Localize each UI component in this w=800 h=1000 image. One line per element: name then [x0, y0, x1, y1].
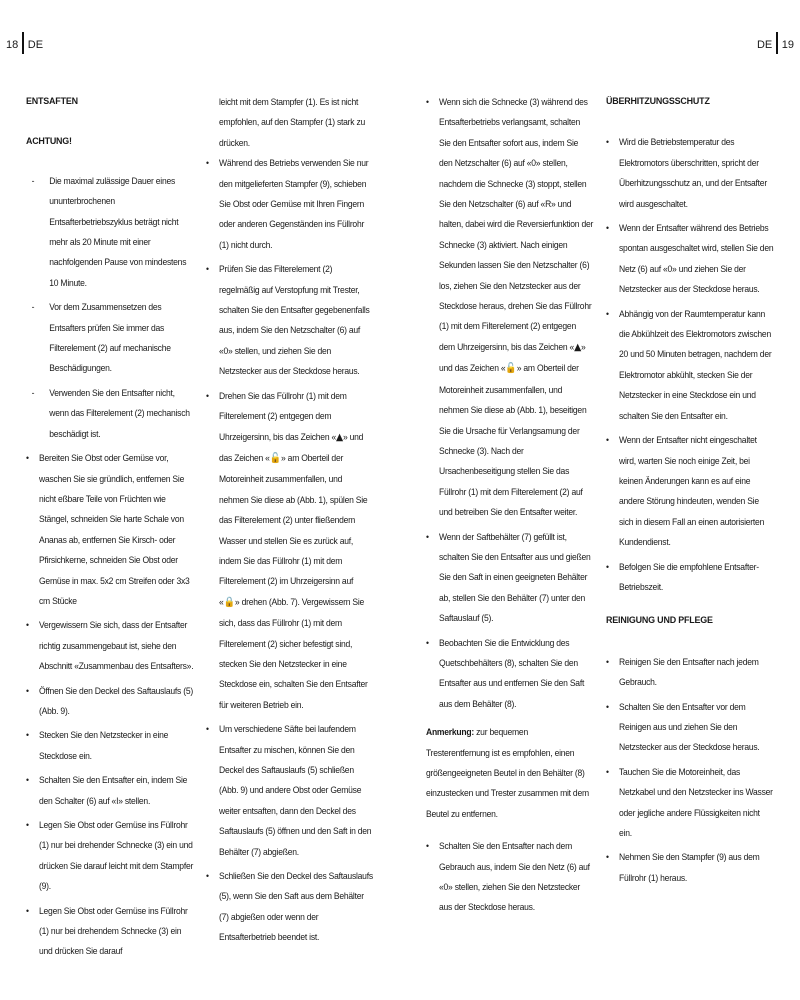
list-item: • Reinigen Sie den Entsafter nach jedem Gebrauch.	[606, 656, 759, 688]
column-3	[426, 92, 593, 922]
list-item: • Stecken Sie den Netzstecker in eine Steckdose ein.	[26, 730, 169, 761]
list-item: • Wenn der Entsafter nicht eingeschaltet wird, warten Sie noch einige Zeit, bei keinen Änderungen kann es auf eine andere Störung hindeuten, wenden Sie sich in diesem Fall an einen autorisierten Kundendienst.	[606, 435, 765, 548]
list-item: • Wenn der Saftbehälter (7) gefüllt ist, schalten Sie den Entsafter aus und gießen Sie den Saft in einen geeigneten Behälter ab, stellen Sie den Behälter (7) unter den Saftauslauf (5).	[426, 531, 591, 624]
list-item: • Prüfen Sie das Filterelement (2) regelmäßig auf Verstopfung mit Trester, schalten Sie den Entsafter gegebenenfalls aus, indem Sie den Netzschalter (6) auf «0» stellen, und ziehen Sie den Netzstecker aus der Steckdose heraus.	[206, 264, 370, 377]
list-item: • Schalten Sie den Entsafter vor dem Reinigen aus und ziehen Sie den Netzstecker aus der Steckdose heraus.	[606, 701, 760, 753]
instruction-list	[26, 448, 193, 962]
warning-item: - Vor dem Zusammensetzen des Entsafters prüfen Sie immer das Filterelement (2) auf mechanische Beschädigungen.	[31, 302, 171, 374]
lock-icon: 🔒	[223, 596, 235, 608]
list-item: • Befolgen Sie die empfohlene Entsafter-Betriebszeit.	[606, 561, 759, 592]
section-heading-overheat: ÜBERHITZUNGSSCHUTZ	[606, 96, 710, 107]
note-label: Anmerkung:	[426, 727, 474, 738]
warning-item: - Verwenden Sie den Entsafter nicht, wenn das Filterelement (2) mechanisch beschädigt ist.	[31, 387, 190, 439]
instruction-list	[426, 92, 593, 714]
list-item: • Schalten Sie den Entsafter ein, indem Sie den Schalter (6) auf «I» stellen.	[26, 775, 188, 806]
column-4	[606, 92, 773, 892]
list-item: • Vergewissern Sie sich, dass der Entsafter richtig zusammengebaut ist, siehe den Abschnitt «Zusammenbau des Entsafters».	[26, 620, 194, 672]
list-item: • Während des Betriebs verwenden Sie nur den mitgelieferten Stampfer (9), schieben Sie Obst oder Gemüse mit Ihren Fingern oder anderen Gegenständen ins Füllrohr (1) nicht durch.	[206, 158, 369, 250]
overheat-list	[606, 132, 773, 597]
list-item: • Drehen Sie das Füllrohr (1) mit dem Filterelement (2) entgegen dem Uhrzeigersinn, bis das Zeichen «▲» und das Zeichen «🔓» am Oberteil der Motoreinheit zusammenfallen, und nehmen Sie diese ab (Abb. 1), spülen Sie das Filterelement (2) unter fließendem Wasser und stellen Sie es zurück auf, indem Sie das Füllrohr (1) mit dem Filterelement (2) im Uhrzeigersinn auf «🔒» drehen (Abb. 7). Vergewissern Sie sich, dass das Füllrohr (1) mit dem Filterelement (2) sicher befestigt sind, stecken Sie den Netzstecker in eine Steckdose ein, schalten Sie den Entsafter für weiteren Betrieb ein.	[206, 390, 368, 710]
column-2	[206, 92, 373, 952]
list-item: • Wenn sich die Schnecke (3) während des Entsafterbetriebs verlangsamt, schalten Sie den Entsafter sofort aus, indem Sie den Netzschalter (6) auf «0» stellen, nachdem die Schnecke (3) stoppt, stellen Sie den Netzschalter (6) auf «R» und halten, dabei wird die Reversierfunktion der Schnecke (3) aktiviert. Nach einigen Sekunden lassen Sie den Netzschalter (6) los, ziehen Sie den Netzstecker aus der Steckdose heraus, drehen Sie das Füllrohr (1) mit dem Filterelement (2) entgegen dem Uhrzeigersinn, bis das Zeichen «▲» und das Zeichen «🔓» am Oberteil der Motoreinheit zusammenfallen, und nehmen Sie diese ab (Abb. 1), beseitigen Sie die Ursache für Verlangsamung der Schnecke (3). Nach der Ursachenbeseitigung stellen Sie das Füllrohr (1) mit dem Filterelement (2) auf und betreiben Sie den Entsafter weiter.	[426, 97, 594, 518]
arrow-marker-icon: ▲	[574, 341, 582, 353]
page-number: 19	[781, 38, 794, 51]
cleaning-list	[606, 652, 773, 888]
warning-item: - Die maximal zulässige Dauer eines ununterbrochenen Entsafterbetriebszyklus beträgt nicht mehr als 20 Minute mit einer nachfolgenden Pause von mindestens 10 Minute.	[31, 175, 187, 288]
continued-text: leicht mit dem Stampfer (1). Es ist nicht empfohlen, auf den Stampfer (1) stark zu drücken.	[219, 97, 366, 148]
list-item: • Legen Sie Obst oder Gemüse ins Füllrohr (1) nur bei drehendem Schnecke (3) ein und drücken Sie darauf	[26, 905, 188, 957]
instruction-list	[206, 153, 373, 947]
list-item: • Wenn der Entsafter während des Betriebs spontan ausgeschaltet wird, stellen Sie den Netz (6) auf «0» und ziehen Sie der Netzstecker aus der Steckdose heraus.	[606, 223, 774, 295]
warning-list	[26, 171, 193, 444]
section-heading-juicing: ENTSAFTEN	[26, 96, 78, 107]
list-item: • Legen Sie Obst oder Gemüse ins Füllrohr (1) nur bei drehender Schnecke (3) ein und drücken Sie darauf leicht mit dem Stampfer (9).	[26, 820, 194, 892]
list-item: • Tauchen Sie die Motoreinheit, das Netzkabel und den Netzstecker ins Wasser oder jegliche andere Flüssigkeiten nicht ein.	[606, 766, 773, 838]
language-label: DE	[756, 38, 773, 51]
list-item: • Öffnen Sie den Deckel des Saftauslaufs (5) (Abb. 9).	[26, 685, 193, 716]
list-item: • Beobachten Sie die Entwicklung des Quetschbehälters (8), schalten Sie den Entsafter aus und entfernen Sie den Saft aus dem Behälter (8).	[426, 637, 585, 709]
note-paragraph: Anmerkung: zur bequemen Tresterentfernung ist es empfohlen, einen größengeeigneten Beutel in den Behälter (8) einzustecken und Trester zusammen mit dem Beutel zu entfernen.	[426, 727, 589, 819]
instruction-list	[426, 836, 593, 918]
language-label: DE	[27, 38, 44, 51]
arrow-marker-icon: ▲	[336, 431, 343, 443]
page-number: 18	[6, 38, 19, 51]
column-1	[26, 92, 193, 966]
unlock-icon: 🔓	[269, 452, 282, 464]
list-item: • Wird die Betriebstemperatur des Elektromotors überschritten, spricht der Überhitzungsschutz an, und der Entsafter wird ausgeschaltet.	[606, 137, 767, 209]
list-item: • Nehmen Sie den Stampfer (9) aus dem Füllrohr (1) heraus.	[606, 852, 760, 883]
list-item: • Schließen Sie den Deckel des Saftauslaufs (5), wenn Sie den Saft aus dem Behälter (7) abgießen oder wenn der Entsafterbetrieb beendet ist.	[206, 871, 373, 943]
list-item: • Um verschiedene Säfte bei laufendem Entsafter zu mischen, können Sie den Deckel des Saftauslaufs (5) schließen (Abb. 9) und andere Obst oder Gemüse weiter entsaften, dann den Deckel des Saftauslaufs (5) öffnen und den Saft in den Behälter (7) abgießen.	[206, 724, 372, 857]
section-heading-cleaning: REINIGUNG UND PFLEGE	[606, 615, 713, 627]
warning-heading: ACHTUNG!	[26, 136, 72, 148]
list-item: • Bereiten Sie Obst oder Gemüse vor, waschen Sie sie gründlich, entfernen Sie nicht eßbare Teile von Früchten wie Stängel, schneiden Sie harte Schale von Ananas ab, entfernen Sie Kirsch- oder Pfirsichkerne, schneiden Sie Obst oder Gemüse in max. 5x2 cm Streifen oder 3x3 cm Stücke	[26, 453, 190, 606]
page-number-left	[6, 36, 43, 54]
unlock-icon: 🔓	[505, 363, 517, 375]
list-item: • Abhängig von der Raumtemperatur kann die Abkühlzeit des Elektromotors zwischen 20 und 50 Minuten betragen, nachdem der Elektromotor abkühlt, stecken Sie der Netzstecker in eine Steckdose ein und schalten Sie den Entsafter ein.	[606, 308, 772, 421]
page-number-right	[757, 36, 794, 54]
list-item: • Schalten Sie den Entsafter nach dem Gebrauch aus, indem Sie den Netz (6) auf «0» stellen, ziehen Sie den Netzstecker aus der Steckdose heraus.	[426, 841, 590, 913]
